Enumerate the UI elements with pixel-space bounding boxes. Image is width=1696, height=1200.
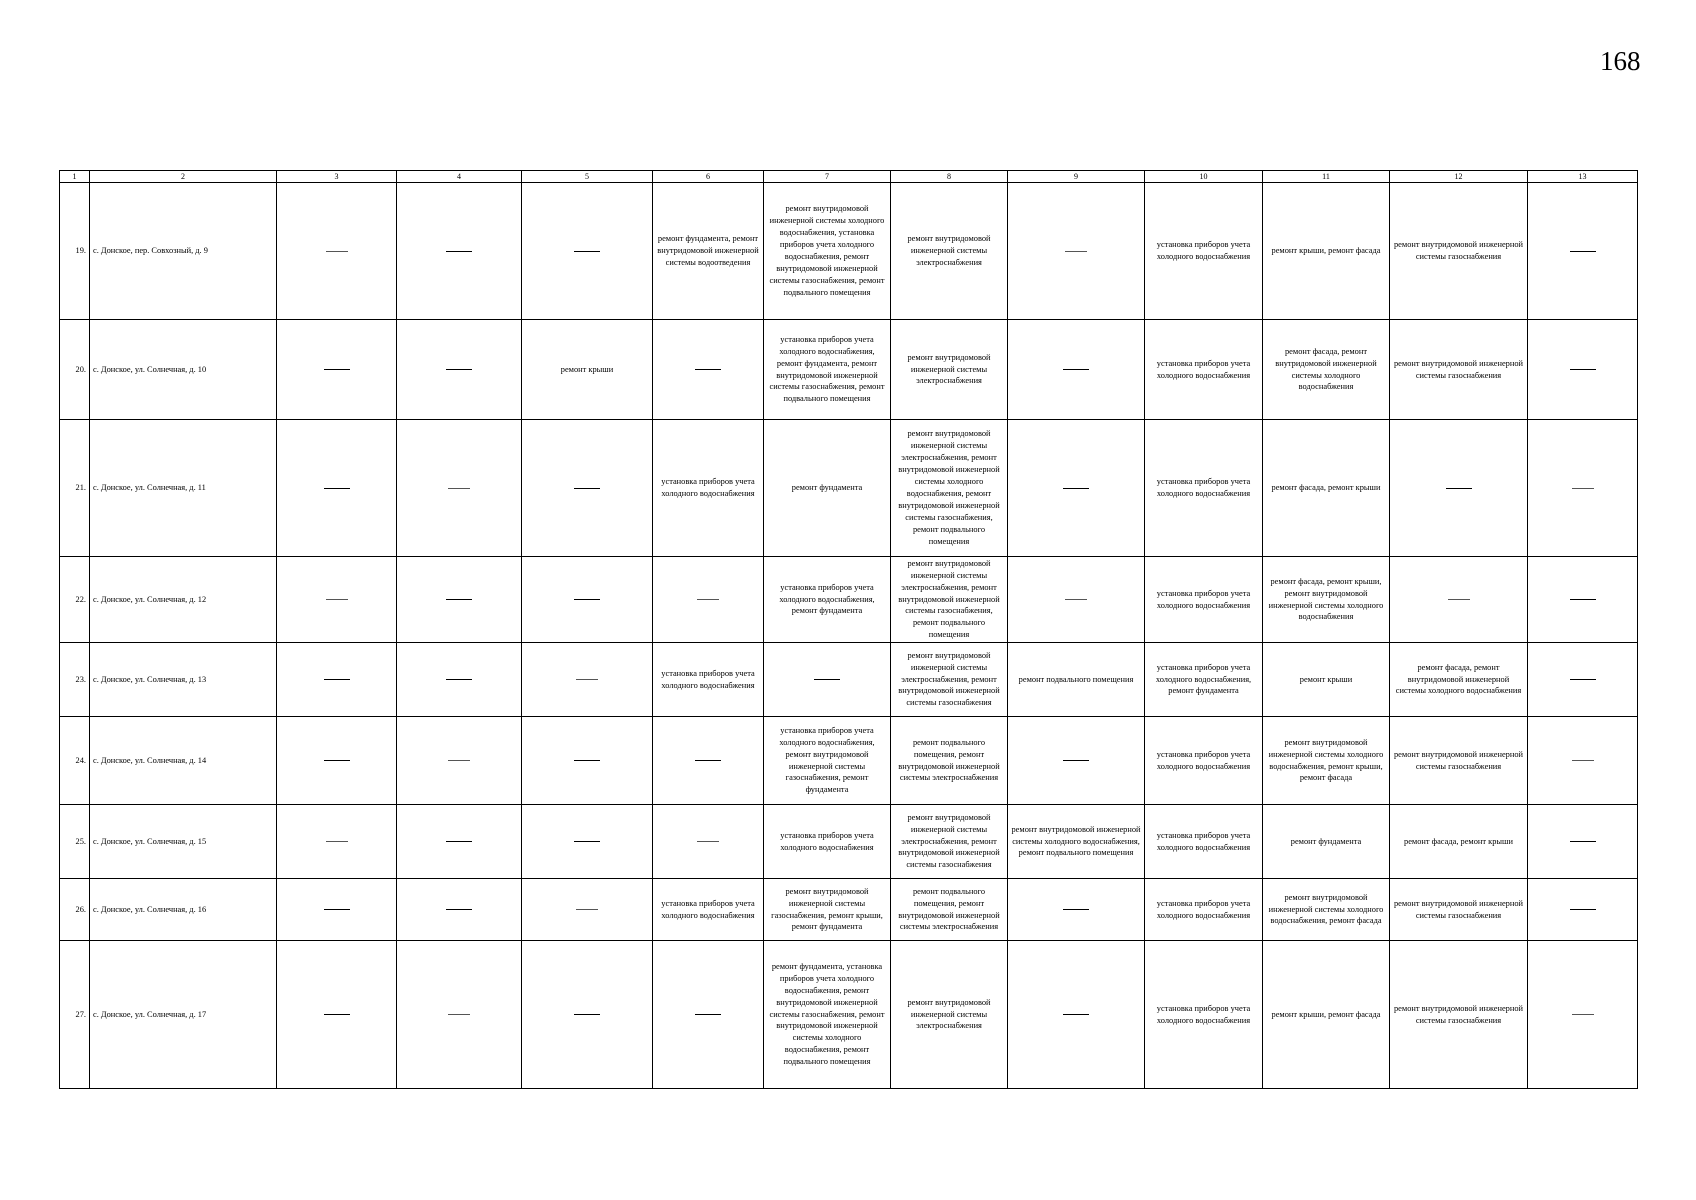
column-number-9: 9: [1008, 171, 1145, 183]
work-type-cell: ремонт внутридомовой инженерной системы холодного водоснабжения, ремонт крыши, ремонт фасада: [1263, 717, 1390, 805]
dash-mark: [446, 369, 472, 370]
empty-cell-dash: [764, 643, 891, 717]
work-type-cell: ремонт внутридомовой инженерной системы холодного водоснабжения, установка приборов учета холодного водоснабжения, ремонт внутридомовой инженерной системы газоснабжения, ремонт подвального помещения: [764, 183, 891, 320]
work-type-cell: установка приборов учета холодного водоснабжения, ремонт фундамента: [764, 557, 891, 643]
table-header: [60, 171, 1638, 183]
work-type-cell: ремонт фундамента: [764, 420, 891, 557]
dash-mark: [326, 841, 348, 842]
dash-mark: [324, 488, 350, 489]
column-number-2: 2: [90, 171, 277, 183]
work-type-cell: ремонт внутридомовой инженерной системы электроснабжения, ремонт внутридомовой инженерной системы холодного водоснабжения, ремонт внутридомовой инженерной системы газоснабжения, ремонт подвального помещения: [891, 420, 1008, 557]
empty-cell-dash: [1528, 941, 1638, 1089]
empty-cell-dash: [1528, 320, 1638, 420]
dash-mark: [695, 760, 721, 761]
empty-cell-dash: [653, 320, 764, 420]
work-type-cell: ремонт внутридомовой инженерной системы электроснабжения, ремонт внутридомовой инженерной системы газоснабжения: [891, 643, 1008, 717]
work-type-cell: установка приборов учета холодного водоснабжения: [1145, 879, 1263, 941]
dash-mark: [1570, 251, 1596, 252]
empty-cell-dash: [1008, 941, 1145, 1089]
dash-mark: [574, 251, 600, 252]
dash-mark: [697, 599, 719, 600]
dash-mark: [326, 599, 348, 600]
column-number-6: 6: [653, 171, 764, 183]
empty-cell-dash: [1008, 183, 1145, 320]
work-type-cell: установка приборов учета холодного водоснабжения: [1145, 557, 1263, 643]
table-row: [60, 183, 1638, 320]
dash-mark: [1065, 251, 1087, 252]
work-type-cell: ремонт фундамента: [1263, 805, 1390, 879]
address-cell: с. Донское, ул. Солнечная, д. 14: [90, 717, 277, 805]
empty-cell-dash: [1528, 879, 1638, 941]
empty-cell-dash: [397, 805, 522, 879]
dash-mark: [1572, 1014, 1594, 1015]
empty-cell-dash: [522, 805, 653, 879]
empty-cell-dash: [522, 717, 653, 805]
empty-cell-dash: [1008, 879, 1145, 941]
dash-mark: [446, 679, 472, 680]
empty-cell-dash: [277, 420, 397, 557]
work-type-cell: ремонт фундамента, установка приборов учета холодного водоснабжения, ремонт внутридомовой инженерной системы газоснабжения, ремонт внутридомовой инженерной системы холодного водоснабжения, ремонт подвального помещения: [764, 941, 891, 1089]
work-type-cell: ремонт фасада, ремонт крыши: [1263, 420, 1390, 557]
dash-mark: [448, 760, 470, 761]
dash-mark: [326, 251, 348, 252]
dash-mark: [446, 251, 472, 252]
column-number-11: 11: [1263, 171, 1390, 183]
table-row: [60, 941, 1638, 1089]
work-type-cell: ремонт внутридомовой инженерной системы газоснабжения: [1390, 941, 1528, 1089]
dash-mark: [697, 841, 719, 842]
repair-schedule-table: [59, 170, 1638, 1089]
dash-mark: [1065, 599, 1087, 600]
empty-cell-dash: [653, 557, 764, 643]
empty-cell-dash: [522, 183, 653, 320]
address-cell: с. Донское, ул. Солнечная, д. 12: [90, 557, 277, 643]
dash-mark: [324, 760, 350, 761]
address-cell: с. Донское, пер. Совхозный, д. 9: [90, 183, 277, 320]
empty-cell-dash: [522, 643, 653, 717]
work-type-cell: ремонт внутридомовой инженерной системы газоснабжения: [1390, 879, 1528, 941]
empty-cell-dash: [1528, 717, 1638, 805]
empty-cell-dash: [1390, 557, 1528, 643]
work-type-cell: установка приборов учета холодного водоснабжения: [1145, 805, 1263, 879]
column-number-row: [60, 171, 1638, 183]
address-cell: с. Донское, ул. Солнечная, д. 10: [90, 320, 277, 420]
work-type-cell: установка приборов учета холодного водоснабжения: [1145, 941, 1263, 1089]
dash-mark: [574, 599, 600, 600]
dash-mark: [1570, 909, 1596, 910]
empty-cell-dash: [653, 805, 764, 879]
dash-mark: [1063, 760, 1089, 761]
row-number: 24.: [60, 717, 90, 805]
empty-cell-dash: [1008, 320, 1145, 420]
dash-mark: [814, 679, 840, 680]
column-number-8: 8: [891, 171, 1008, 183]
dash-mark: [1570, 369, 1596, 370]
dash-mark: [1448, 599, 1470, 600]
address-cell: с. Донское, ул. Солнечная, д. 16: [90, 879, 277, 941]
work-type-cell: установка приборов учета холодного водоснабжения: [653, 879, 764, 941]
empty-cell-dash: [1528, 420, 1638, 557]
empty-cell-dash: [1528, 643, 1638, 717]
dash-mark: [576, 909, 598, 910]
work-type-cell: ремонт внутридомовой инженерной системы электроснабжения: [891, 183, 1008, 320]
empty-cell-dash: [397, 643, 522, 717]
work-type-cell: ремонт внутридомовой инженерной системы холодного водоснабжения, ремонт фасада: [1263, 879, 1390, 941]
row-number: 23.: [60, 643, 90, 717]
column-number-12: 12: [1390, 171, 1528, 183]
table-row: [60, 320, 1638, 420]
dash-mark: [574, 841, 600, 842]
row-number: 22.: [60, 557, 90, 643]
empty-cell-dash: [397, 183, 522, 320]
work-type-cell: установка приборов учета холодного водоснабжения: [764, 805, 891, 879]
column-number-3: 3: [277, 171, 397, 183]
work-type-cell: ремонт внутридомовой инженерной системы электроснабжения: [891, 320, 1008, 420]
empty-cell-dash: [397, 557, 522, 643]
dash-mark: [1063, 488, 1089, 489]
empty-cell-dash: [522, 557, 653, 643]
column-number-5: 5: [522, 171, 653, 183]
dash-mark: [324, 909, 350, 910]
empty-cell-dash: [1528, 805, 1638, 879]
dash-mark: [324, 679, 350, 680]
column-number-10: 10: [1145, 171, 1263, 183]
dash-mark: [1572, 488, 1594, 489]
empty-cell-dash: [1528, 183, 1638, 320]
row-number: 26.: [60, 879, 90, 941]
row-number: 19.: [60, 183, 90, 320]
empty-cell-dash: [1008, 420, 1145, 557]
work-type-cell: ремонт внутридомовой инженерной системы электроснабжения: [891, 941, 1008, 1089]
dash-mark: [695, 369, 721, 370]
dash-mark: [574, 760, 600, 761]
address-cell: с. Донское, ул. Солнечная, д. 13: [90, 643, 277, 717]
work-type-cell: ремонт внутридомовой инженерной системы газоснабжения, ремонт крыши, ремонт фундамента: [764, 879, 891, 941]
address-cell: с. Донское, ул. Солнечная, д. 15: [90, 805, 277, 879]
table-row: [60, 805, 1638, 879]
column-number-1: 1: [60, 171, 90, 183]
empty-cell-dash: [277, 879, 397, 941]
dash-mark: [1570, 841, 1596, 842]
work-type-cell: ремонт крыши, ремонт фасада: [1263, 183, 1390, 320]
work-type-cell: ремонт подвального помещения: [1008, 643, 1145, 717]
work-type-cell: ремонт подвального помещения, ремонт внутридомовой инженерной системы электроснабжения: [891, 879, 1008, 941]
work-type-cell: установка приборов учета холодного водоснабжения, ремонт фундамента: [1145, 643, 1263, 717]
row-number: 21.: [60, 420, 90, 557]
work-type-cell: ремонт фасада, ремонт внутридомовой инженерной системы холодного водоснабжения: [1263, 320, 1390, 420]
empty-cell-dash: [277, 717, 397, 805]
dash-mark: [448, 488, 470, 489]
empty-cell-dash: [277, 557, 397, 643]
dash-mark: [1570, 599, 1596, 600]
column-number-7: 7: [764, 171, 891, 183]
empty-cell-dash: [522, 941, 653, 1089]
empty-cell-dash: [1390, 420, 1528, 557]
address-cell: с. Донское, ул. Солнечная, д. 11: [90, 420, 277, 557]
dash-mark: [446, 841, 472, 842]
work-type-cell: ремонт фундамента, ремонт внутридомовой инженерной системы водоотведения: [653, 183, 764, 320]
table-body: [60, 183, 1638, 1089]
empty-cell-dash: [397, 420, 522, 557]
dash-mark: [448, 1014, 470, 1015]
work-type-cell: установка приборов учета холодного водоснабжения: [1145, 183, 1263, 320]
dash-mark: [1570, 679, 1596, 680]
dash-mark: [446, 599, 472, 600]
empty-cell-dash: [397, 320, 522, 420]
dash-mark: [574, 1014, 600, 1015]
dash-mark: [446, 909, 472, 910]
empty-cell-dash: [397, 879, 522, 941]
work-type-cell: ремонт крыши: [1263, 643, 1390, 717]
table-row: [60, 420, 1638, 557]
dash-mark: [574, 488, 600, 489]
dash-mark: [324, 1014, 350, 1015]
empty-cell-dash: [653, 941, 764, 1089]
empty-cell-dash: [277, 320, 397, 420]
empty-cell-dash: [277, 643, 397, 717]
work-type-cell: ремонт внутридомовой инженерной системы холодного водоснабжения, ремонт подвального помещения: [1008, 805, 1145, 879]
empty-cell-dash: [1528, 557, 1638, 643]
empty-cell-dash: [277, 941, 397, 1089]
row-number: 27.: [60, 941, 90, 1089]
page-number: 168: [1600, 46, 1641, 76]
row-number: 25.: [60, 805, 90, 879]
work-type-cell: ремонт внутридомовой инженерной системы электроснабжения, ремонт внутридомовой инженерной системы газоснабжения, ремонт подвального помещения: [891, 557, 1008, 643]
dash-mark: [576, 679, 598, 680]
work-type-cell: установка приборов учета холодного водоснабжения: [1145, 717, 1263, 805]
work-type-cell: ремонт внутридомовой инженерной системы электроснабжения, ремонт внутридомовой инженерной системы газоснабжения: [891, 805, 1008, 879]
dash-mark: [1572, 760, 1594, 761]
work-type-cell: установка приборов учета холодного водоснабжения, ремонт фундамента, ремонт внутридомовой инженерной системы газоснабжения, ремонт подвального помещения: [764, 320, 891, 420]
table-row: [60, 643, 1638, 717]
dash-mark: [1063, 1014, 1089, 1015]
work-type-cell: ремонт крыши, ремонт фасада: [1263, 941, 1390, 1089]
empty-cell-dash: [277, 183, 397, 320]
empty-cell-dash: [522, 879, 653, 941]
dash-mark: [1063, 369, 1089, 370]
work-type-cell: установка приборов учета холодного водоснабжения: [653, 420, 764, 557]
table-row: [60, 717, 1638, 805]
empty-cell-dash: [397, 941, 522, 1089]
empty-cell-dash: [277, 805, 397, 879]
table-row: [60, 879, 1638, 941]
row-number: 20.: [60, 320, 90, 420]
work-type-cell: ремонт внутридомовой инженерной системы газоснабжения: [1390, 320, 1528, 420]
column-number-13: 13: [1528, 171, 1638, 183]
dash-mark: [695, 1014, 721, 1015]
work-type-cell: ремонт фасада, ремонт внутридомовой инженерной системы холодного водоснабжения: [1390, 643, 1528, 717]
empty-cell-dash: [1008, 557, 1145, 643]
work-type-cell: ремонт фасада, ремонт крыши, ремонт внутридомовой инженерной системы холодного водоснабжения: [1263, 557, 1390, 643]
work-type-cell: ремонт внутридомовой инженерной системы газоснабжения: [1390, 183, 1528, 320]
empty-cell-dash: [522, 420, 653, 557]
dash-mark: [1446, 488, 1472, 489]
empty-cell-dash: [1008, 717, 1145, 805]
address-cell: с. Донское, ул. Солнечная, д. 17: [90, 941, 277, 1089]
work-type-cell: ремонт крыши: [522, 320, 653, 420]
empty-cell-dash: [653, 717, 764, 805]
work-type-cell: установка приборов учета холодного водоснабжения, ремонт внутридомовой инженерной системы газоснабжения, ремонт фундамента: [764, 717, 891, 805]
work-type-cell: установка приборов учета холодного водоснабжения: [1145, 420, 1263, 557]
dash-mark: [1063, 909, 1089, 910]
work-type-cell: ремонт подвального помещения, ремонт внутридомовой инженерной системы электроснабжения: [891, 717, 1008, 805]
column-number-4: 4: [397, 171, 522, 183]
work-type-cell: ремонт внутридомовой инженерной системы газоснабжения: [1390, 717, 1528, 805]
work-type-cell: установка приборов учета холодного водоснабжения: [1145, 320, 1263, 420]
work-type-cell: установка приборов учета холодного водоснабжения: [653, 643, 764, 717]
table-row: [60, 557, 1638, 643]
empty-cell-dash: [397, 717, 522, 805]
work-type-cell: ремонт фасада, ремонт крыши: [1390, 805, 1528, 879]
dash-mark: [324, 369, 350, 370]
